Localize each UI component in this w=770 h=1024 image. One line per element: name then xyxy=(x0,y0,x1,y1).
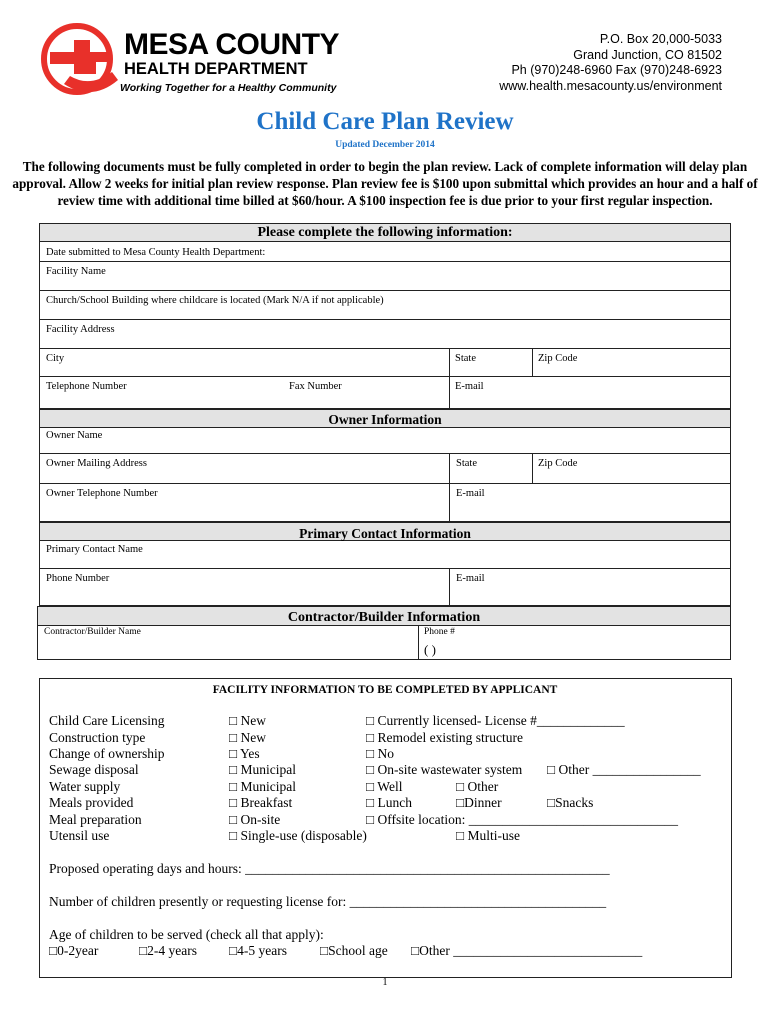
checkbox-sewage-other[interactable]: □ Other ________________ xyxy=(547,762,701,777)
checkbox-licensing-new[interactable]: □ New xyxy=(229,713,267,728)
number-of-children-field[interactable]: Number of children presently or requesting license for: ______________________________________ xyxy=(49,894,607,909)
email-label: E-mail xyxy=(455,381,484,392)
checkbox-single-use[interactable]: □ Single-use (disposable) xyxy=(229,828,367,843)
facility-name-label: Facility Name xyxy=(46,266,106,277)
facility-address-field[interactable] xyxy=(39,320,731,349)
checkbox-breakfast[interactable]: □ Breakfast xyxy=(229,795,293,810)
checkbox-water-other[interactable]: □ Other xyxy=(456,779,499,794)
age-prompt: Age of children to be served (check all that apply): xyxy=(49,927,324,942)
contractor-phone-label: Phone # xyxy=(424,627,455,637)
page-title: Child Care Plan Review xyxy=(256,108,514,135)
church-school-field[interactable] xyxy=(39,291,731,320)
owner-phone-label: Owner Telephone Number xyxy=(46,488,158,499)
section-header-contractor: Contractor/Builder Information xyxy=(37,606,731,626)
page-number: 1 xyxy=(382,977,388,988)
intro-paragraph: The following documents must be fully completed in order to begin the plan review. Lack of complete information will delay plan approval. Allow 2 weeks for initial plan review response. Plan review fee is $100 upon submittal which provides an hour and a half of review time with additional time billed at $60/hour. A $100 inspection fee is due prior to your first regular inspection. xyxy=(12,159,758,208)
primary-email-label: E-mail xyxy=(456,573,485,584)
divider xyxy=(532,454,533,483)
divider xyxy=(449,349,450,376)
fax-label: Fax Number xyxy=(289,381,342,392)
fac-label-licensing: Child Care Licensing xyxy=(49,713,165,728)
contact-address xyxy=(499,32,722,94)
state-label: State xyxy=(455,353,476,364)
checkbox-sewage-municipal[interactable]: □ Municipal xyxy=(229,762,297,777)
section-header-primary-contact: Primary Contact Information xyxy=(39,522,731,541)
divider xyxy=(449,454,450,483)
checkbox-lunch[interactable]: □ Lunch xyxy=(366,795,413,810)
checkbox-offsite-location[interactable]: □ Offsite location: _______________________________ xyxy=(366,812,679,827)
fac-label-sewage: Sewage disposal xyxy=(49,762,139,777)
operating-days-field[interactable]: Proposed operating days and hours: ______________________________________________________ xyxy=(49,861,610,876)
checkbox-meal-onsite[interactable]: □ On-site xyxy=(229,812,281,827)
logo-tagline: Working Together for a Healthy Community xyxy=(120,82,337,94)
telephone-label: Telephone Number xyxy=(46,381,127,392)
checkbox-snacks[interactable]: □Snacks xyxy=(547,795,594,810)
divider xyxy=(449,377,450,408)
facility-address-label: Facility Address xyxy=(46,324,115,335)
owner-phone-email-row[interactable] xyxy=(39,484,731,522)
checkbox-sewage-onsite[interactable]: □ On-site wastewater system xyxy=(366,762,523,777)
primary-phone-email-row[interactable] xyxy=(39,569,731,606)
fac-label-utensil: Utensil use xyxy=(49,828,110,843)
checkbox-dinner[interactable]: □Dinner xyxy=(456,795,502,810)
divider xyxy=(532,349,533,376)
fac-label-ownership: Change of ownership xyxy=(49,746,165,761)
zip-label: Zip Code xyxy=(538,353,578,364)
owner-mailing-label: Owner Mailing Address xyxy=(46,458,147,469)
city-label: City xyxy=(46,353,65,364)
checkbox-construction-new[interactable]: □ New xyxy=(229,730,267,745)
checkbox-age-school[interactable]: □School age xyxy=(320,943,388,958)
fac-label-construction: Construction type xyxy=(49,730,146,745)
checkbox-water-municipal[interactable]: □ Municipal xyxy=(229,779,297,794)
facility-name-field[interactable] xyxy=(39,262,731,291)
contractor-phone-value[interactable]: ( ) xyxy=(424,642,436,657)
owner-email-label: E-mail xyxy=(456,488,485,499)
owner-mailing-row[interactable] xyxy=(39,454,731,484)
checkbox-age-0-2[interactable]: □0-2year xyxy=(49,943,99,958)
divider xyxy=(418,626,419,659)
owner-zip-label: Zip Code xyxy=(538,458,578,469)
section-header-owner: Owner Information xyxy=(39,409,731,428)
updated-date: Updated December 2014 xyxy=(335,140,435,150)
address-line: P.O. Box 20,000-5033 xyxy=(599,32,722,46)
fac-label-meal-prep: Meal preparation xyxy=(49,812,142,827)
city-state-zip-row[interactable] xyxy=(39,349,731,377)
checkbox-ownership-yes[interactable]: □ Yes xyxy=(229,746,260,761)
divider xyxy=(449,569,450,605)
divider xyxy=(449,484,450,521)
logo-name-line1: MESA COUNTY xyxy=(124,28,340,61)
checkbox-ownership-no[interactable]: □ No xyxy=(366,746,395,761)
checkbox-water-well[interactable]: □ Well xyxy=(366,779,403,794)
owner-name-field[interactable] xyxy=(39,428,731,454)
church-school-label: Church/School Building where childcare is located (Mark N/A if not applicable) xyxy=(46,295,384,306)
date-submitted-field[interactable] xyxy=(39,242,731,262)
owner-state-label: State xyxy=(456,458,477,469)
contractor-row[interactable] xyxy=(37,626,731,660)
logo-name-line2: HEALTH DEPARTMENT xyxy=(124,60,308,78)
checkbox-age-4-5[interactable]: □4-5 years xyxy=(229,943,288,958)
checkbox-age-2-4[interactable]: □2-4 years xyxy=(139,943,198,958)
primary-phone-label: Phone Number xyxy=(46,573,110,584)
checkbox-remodel[interactable]: □ Remodel existing structure xyxy=(366,730,523,745)
phone-fax-line: Ph (970)248-6960 Fax (970)248-6923 xyxy=(511,63,722,77)
address-line: Grand Junction, CO 81502 xyxy=(573,47,722,62)
contractor-name-label: Contractor/Builder Name xyxy=(44,627,141,637)
fac-label-meals: Meals provided xyxy=(49,795,134,810)
mesa-county-logo-icon xyxy=(40,22,120,96)
date-submitted-label: Date submitted to Mesa County Health Department: xyxy=(46,247,266,258)
checkbox-multi-use[interactable]: □ Multi-use xyxy=(456,828,521,843)
primary-name-label: Primary Contact Name xyxy=(46,544,143,555)
checkbox-age-other[interactable]: □Other ____________________________ xyxy=(411,943,643,958)
section-header-main: Please complete the following information: xyxy=(39,223,731,242)
fac-label-water: Water supply xyxy=(49,779,121,794)
primary-contact-name-field[interactable] xyxy=(39,541,731,569)
facility-info-heading: FACILITY INFORMATION TO BE COMPLETED BY APPLICANT xyxy=(212,684,558,696)
phone-fax-email-row[interactable] xyxy=(39,377,731,409)
website-line: www.health.mesacounty.us/environment xyxy=(499,78,722,93)
owner-name-label: Owner Name xyxy=(46,430,103,441)
checkbox-currently-licensed[interactable]: □ Currently licensed- License #_____________ xyxy=(366,713,625,728)
